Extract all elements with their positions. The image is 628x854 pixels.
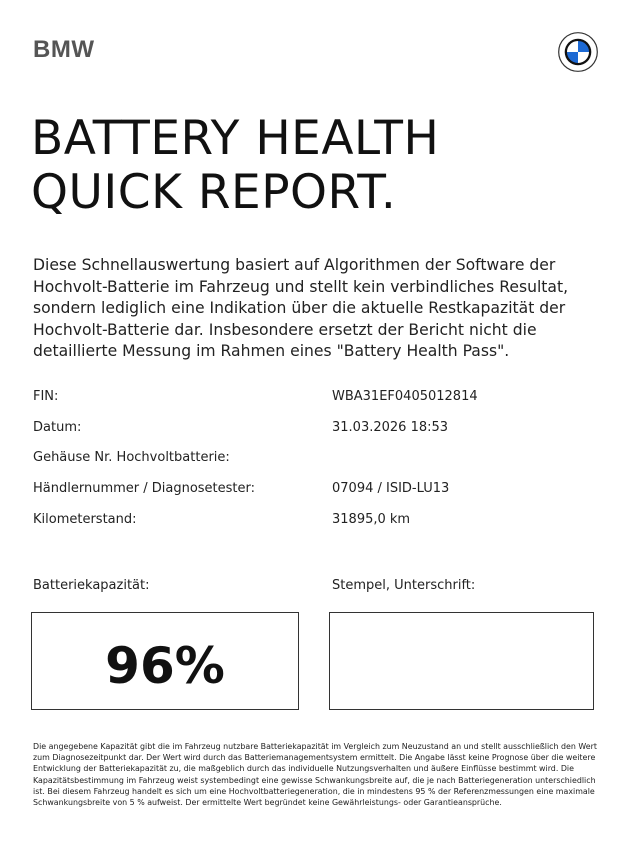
capacity-label: Batteriekapazität: [33,578,150,593]
field-row-dealer [33,481,593,512]
intro-paragraph: Diese Schnellauswertung basiert auf Algorithmen der Software der Hochvolt-Batterie im Fahrzeug und stellt kein verbindliches Resultat, sondern lediglich eine Indikation über die aktuelle Restkapazität der Hochvolt-Batterie dar. Insbesondere ersetzt der Bericht nicht die detaillierte Messung im Rahmen eines "Battery Health Pass". [33,256,569,361]
capacity-box [31,612,299,710]
field-row-battery-housing [33,450,593,481]
field-value: 31895,0 km [332,511,411,527]
field-label: Gehäuse Nr. Hochvoltbatterie: [33,450,230,466]
brand-wordmark: BMW [33,36,95,63]
field-label: FIN: [33,389,59,404]
field-value: 07094 / ISID-LU13 [332,481,450,497]
field-value: 31.03.2026 18:53 [332,419,449,435]
title-line-1: BATTERY HEALTH [31,111,440,166]
field-label: Kilometerstand: [33,511,137,527]
title-line-2: QUICK REPORT. [31,165,397,220]
page-title [31,112,611,220]
field-row-mileage [33,512,593,543]
capacity-value: 96% [105,637,225,695]
field-value: WBA31EF0405012814 [332,389,478,404]
disclaimer-text: Die angegebene Kapazität gibt die im Fahrzeug nutzbare Batteriekapazität im Vergleich zum Neuzustand an und stellt ausschließlich den Wert zum Diagnosezeitpunkt dar. Der Wert wird durch das Batteriemanagementsystem ermittelt. Die Angabe lässt keine Prognose über die weitere Entwicklung der Batteriekapazität zu, die maßgeblich durch das individuelle Nutzungsverhalten und äußere Einflüsse bestimmt wird. Die Kapazitätsbestimmung im Fahrzeug weist systembedingt eine gewisse Schwankungsbreite auf, die je nach Batteriegeneration unterschiedlich ist. Bei diesem Fahrzeug handelt es sich um eine Hochvoltbatteriegeneration, die in mindestens 95 % der Referenzmessungen eine maximale Schwankungsbreite von 5 % aufweist. Der ermittelte Wert begründet keine Gewährleistungs- oder Garantieansprüche. [33,742,597,808]
field-label: Händlernummer / Diagnosetester: [33,481,256,497]
bmw-roundel-icon [558,32,598,72]
stamp-signature-box [329,612,594,710]
report-fields [33,389,593,542]
stamp-label: Stempel, Unterschrift: [332,578,476,593]
field-row-datum [33,420,593,451]
field-label: Datum: [33,419,82,435]
field-row-fin [33,389,593,420]
